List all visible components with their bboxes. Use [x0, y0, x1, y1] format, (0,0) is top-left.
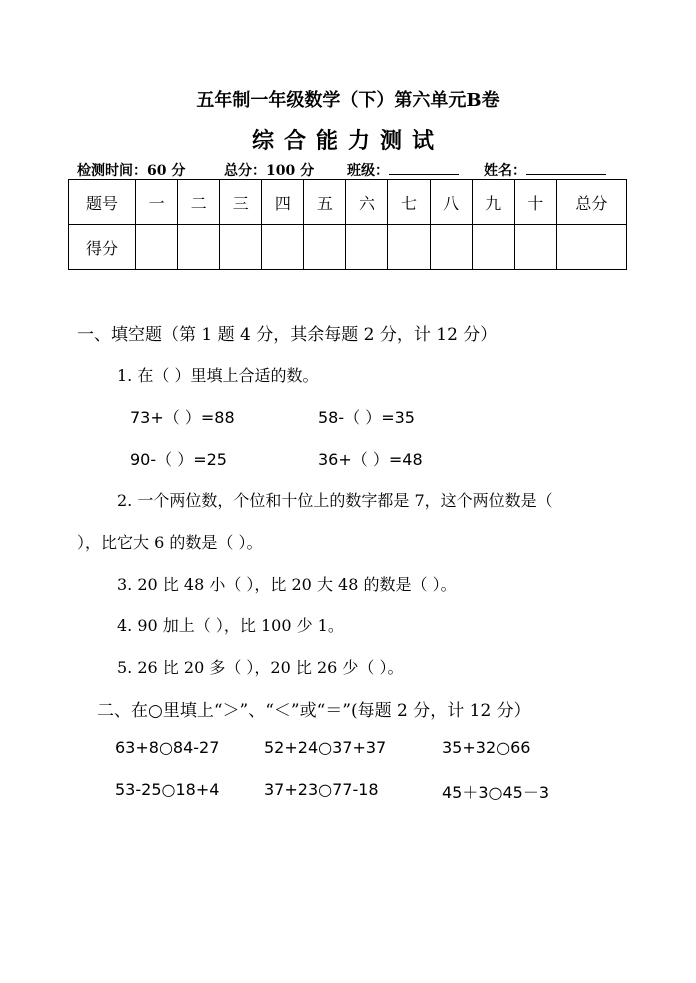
header-cell: 五	[304, 180, 346, 225]
score-table-score-row	[69, 225, 627, 270]
header-cell: 六	[346, 180, 388, 225]
section1-header: 一、填空题（第 1 题 4 分，其余每题 2 分，计 12 分）	[77, 325, 498, 345]
section2-header: 二、在○里填上“＞”、“＜”或“＝”(每题 2 分，计 12 分）	[97, 701, 531, 721]
question-2-line1: 2. 一个两位数，个位和十位上的数字都是 7，这个两位数是（	[117, 491, 553, 510]
comparison-item: 45＋3○45－3	[442, 783, 550, 802]
question-2-line2: ），比它大 6 的数是（ ）。	[77, 533, 263, 552]
score-table-header-row	[69, 180, 627, 225]
q1-item: 73+（ ）=88	[130, 408, 235, 427]
document-title: 五年制一年级数学（下）第六单元B卷	[196, 90, 500, 111]
header-cell: 二	[178, 180, 220, 225]
comparison-item: 63+8○84-27	[115, 738, 220, 757]
question-3: 3. 20 比 48 小（ ），比 20 大 48 的数是（ ）。	[117, 575, 457, 594]
class-label: 班级：	[347, 163, 389, 179]
class-field	[347, 160, 459, 180]
header-cell: 一	[136, 180, 178, 225]
header-cell: 八	[430, 180, 472, 225]
q1-item: 90-（ ）=25	[130, 450, 227, 469]
score-cell	[556, 225, 626, 270]
score-cell	[388, 225, 430, 270]
test-time: 检测时间：60 分	[77, 163, 186, 179]
header-cell: 四	[262, 180, 304, 225]
comparison-item: 52+24○37+37	[264, 738, 387, 757]
header-cell: 三	[220, 180, 262, 225]
score-cell	[220, 225, 262, 270]
document-subtitle: 综合能力测试	[251, 128, 444, 154]
score-cell	[178, 225, 220, 270]
header-cell: 七	[388, 180, 430, 225]
class-blank	[389, 160, 459, 175]
score-cell	[430, 225, 472, 270]
score-cell	[346, 225, 388, 270]
header-cell: 十	[514, 180, 556, 225]
name-field	[484, 160, 606, 180]
score-cell	[262, 225, 304, 270]
score-cell	[514, 225, 556, 270]
q1-item: 58-（ ）=35	[318, 408, 415, 427]
score-cell	[136, 225, 178, 270]
header-cell: 题号	[69, 180, 136, 225]
question-1: 1. 在（ ）里填上合适的数。	[117, 366, 319, 385]
header-cell: 九	[472, 180, 514, 225]
name-label: 姓名：	[484, 163, 526, 179]
score-row-label: 得分	[69, 225, 136, 270]
total-score: 总分：100 分	[224, 163, 315, 179]
comparison-item: 35+32○66	[442, 738, 531, 757]
question-5: 5. 26 比 20 多（ ），20 比 26 少（ ）。	[117, 658, 404, 677]
question-4: 4. 90 加上（ ），比 100 少 1。	[117, 616, 344, 635]
name-blank	[526, 160, 606, 175]
score-table	[68, 179, 627, 270]
header-cell: 总分	[556, 180, 626, 225]
comparison-item: 37+23○77-18	[264, 780, 379, 799]
score-cell	[304, 225, 346, 270]
score-cell	[472, 225, 514, 270]
comparison-item: 53-25○18+4	[115, 780, 220, 799]
q1-item: 36+（ ）=48	[318, 450, 423, 469]
